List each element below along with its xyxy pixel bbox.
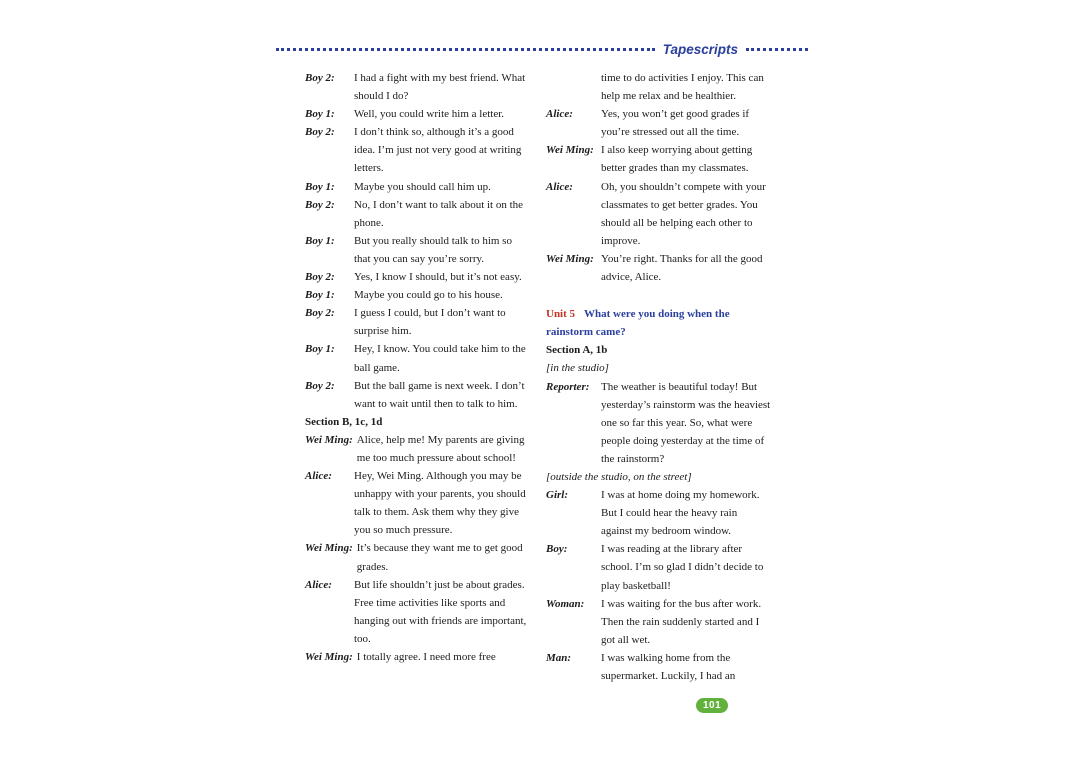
dialogue-line — [305, 431, 530, 467]
dialogue-text: You’re right. Thanks for all the good advice, Alice. — [601, 252, 763, 284]
dialogue-text: I had a fight with my best friend. What should I do? — [354, 72, 526, 103]
dialogue-line — [305, 576, 530, 648]
dialogue-text: Maybe you could go to his house. — [354, 289, 503, 302]
speaker-name: Alice: — [546, 108, 573, 121]
dialogue-line — [546, 178, 771, 250]
speaker-name: Boy 2: — [305, 271, 335, 284]
header-title: Tapescripts — [662, 41, 738, 57]
dialogue-text: The weather is beautiful today! But yesterday’s rainstorm was the heaviest one so far this year. So, what were people doing yesterday at the time of the rainstorm? — [601, 380, 771, 465]
section-heading: Section B, 1c, 1d — [305, 415, 383, 428]
speaker-name: Boy 1: — [305, 234, 335, 247]
dialogue-line — [305, 232, 530, 268]
dialogue-line — [546, 141, 771, 177]
unit-title: What were you doing when the rainstorm came? — [546, 308, 730, 339]
dialogue-line — [305, 286, 530, 304]
dialogue-text: I also keep worrying about getting better grades than my classmates. — [601, 144, 753, 175]
dialogue-line — [305, 467, 530, 539]
dialogue-text: Hey, I know. You could take him to the ball game. — [354, 343, 526, 374]
dialogue-text: But life shouldn’t just be about grades. Free time activities like sports and hanging out with friends are important, too. — [354, 578, 527, 645]
unit-label: Unit 5 — [546, 308, 576, 321]
dialogue-text: But the ball game is next week. I don’t want to wait until then to talk to him. — [354, 379, 525, 410]
dialogue-line — [305, 268, 530, 286]
speaker-name: Boy 2: — [305, 307, 335, 320]
dialogue-line — [546, 649, 771, 685]
speaker-name: Boy 1: — [305, 343, 335, 356]
dialogue-line — [305, 539, 530, 575]
dialogue-line — [305, 340, 530, 376]
dotted-rule-left — [276, 48, 655, 51]
dialogue-text: I totally agree. I need more free — [356, 651, 496, 663]
dialogue-line — [305, 377, 530, 413]
speaker-name: Alice: — [305, 470, 332, 483]
dialogue-line — [546, 486, 771, 540]
speaker-name: Wei Ming: — [305, 433, 353, 446]
dialogue-line — [305, 69, 530, 105]
dialogue-text: I was walking home from the supermarket. Luckily, I had an — [601, 651, 736, 682]
dialogue-text: Yes, I know I should, but it’s not easy. — [354, 271, 522, 284]
dialogue-line — [546, 250, 771, 286]
page-number-badge: 101 — [696, 698, 728, 713]
dialogue-text: Alice, help me! My parents are giving me too much pressure about school! — [356, 433, 525, 464]
right-column — [546, 69, 771, 685]
dialogue-text: I was waiting for the bus after work. Then the rain suddenly started and I got all wet. — [601, 597, 762, 646]
dialogue-text: Hey, Wei Ming. Although you may be unhappy with your parents, you should talk to them. Ask them why they give you so much pressure. — [354, 470, 526, 537]
dialogue-text: Oh, you shouldn’t compete with your classmates to get better grades. You should all be helping each other to improve. — [601, 180, 766, 247]
dialogue-line — [305, 196, 530, 232]
speaker-name: Alice: — [546, 180, 573, 193]
dialogue-line — [546, 540, 771, 594]
speaker-name: Boy 1: — [305, 289, 335, 302]
speaker-name: Boy 2: — [305, 72, 335, 84]
dialogue-text: I was reading at the library after school. I’m so glad I didn’t decide to play basketball! — [601, 543, 764, 592]
speaker-name: Boy 2: — [305, 379, 335, 392]
page-content — [276, 42, 808, 685]
speaker-name: Wei Ming: — [305, 542, 353, 555]
speaker-name: Boy 1: — [305, 108, 335, 121]
speaker-name — [546, 69, 601, 105]
stage-direction: [outside the studio, on the street] — [546, 470, 692, 483]
dialogue-text: Yes, you won’t get good grades if you’re stressed out all the time. — [601, 108, 750, 139]
dialogue-line — [305, 123, 530, 177]
speaker-name: Boy 2: — [305, 126, 335, 139]
dialogue-continuation — [546, 69, 771, 105]
dialogue-text: I was at home doing my homework. But I could hear the heavy rain against my bedroom window. — [601, 489, 760, 538]
dialogue-text: Well, you could write him a letter. — [354, 108, 505, 121]
dialogue-text: But you really should talk to him so that you can say you’re sorry. — [354, 234, 512, 265]
speaker-name: Wei Ming: — [305, 651, 353, 663]
dialogue-text: I guess I could, but I don’t want to surprise him. — [354, 307, 506, 338]
dialogue-text: I don’t think so, although it’s a good idea. I’m just not very good at writing letters. — [354, 126, 522, 175]
dialogue-line — [305, 304, 530, 340]
speaker-name: Wei Ming: — [546, 252, 594, 265]
tapescripts-header — [276, 42, 808, 56]
dialogue-line — [305, 105, 530, 123]
section-heading: Section A, 1b — [546, 344, 608, 357]
speaker-name: Reporter: — [546, 380, 590, 393]
dialogue-line — [546, 105, 771, 141]
dotted-rule-right — [746, 48, 808, 51]
dialogue-line — [546, 595, 771, 649]
dialogue-text: time to do activities I enjoy. This can help me relax and be healthier. — [601, 72, 764, 103]
speaker-name: Alice: — [305, 578, 332, 591]
speaker-name: Boy: — [546, 543, 568, 556]
speaker-name: Boy 2: — [305, 198, 335, 211]
dialogue-text: No, I don’t want to talk about it on the phone. — [354, 198, 524, 229]
dialogue-text: It’s because they want me to get good grades. — [356, 542, 523, 573]
left-column — [305, 69, 530, 685]
speaker-name: Woman: — [546, 597, 585, 610]
dialogue-line — [305, 648, 530, 666]
speaker-name: Wei Ming: — [546, 144, 594, 157]
dialogue-line — [305, 178, 530, 196]
speaker-name: Boy 1: — [305, 180, 335, 193]
text-columns — [305, 69, 771, 685]
speaker-name: Man: — [546, 651, 572, 664]
dialogue-line — [546, 378, 771, 468]
unit-heading — [546, 305, 771, 341]
dialogue-text: Maybe you should call him up. — [354, 180, 491, 193]
stage-direction: [in the studio] — [546, 362, 609, 375]
speaker-name: Girl: — [546, 489, 568, 502]
